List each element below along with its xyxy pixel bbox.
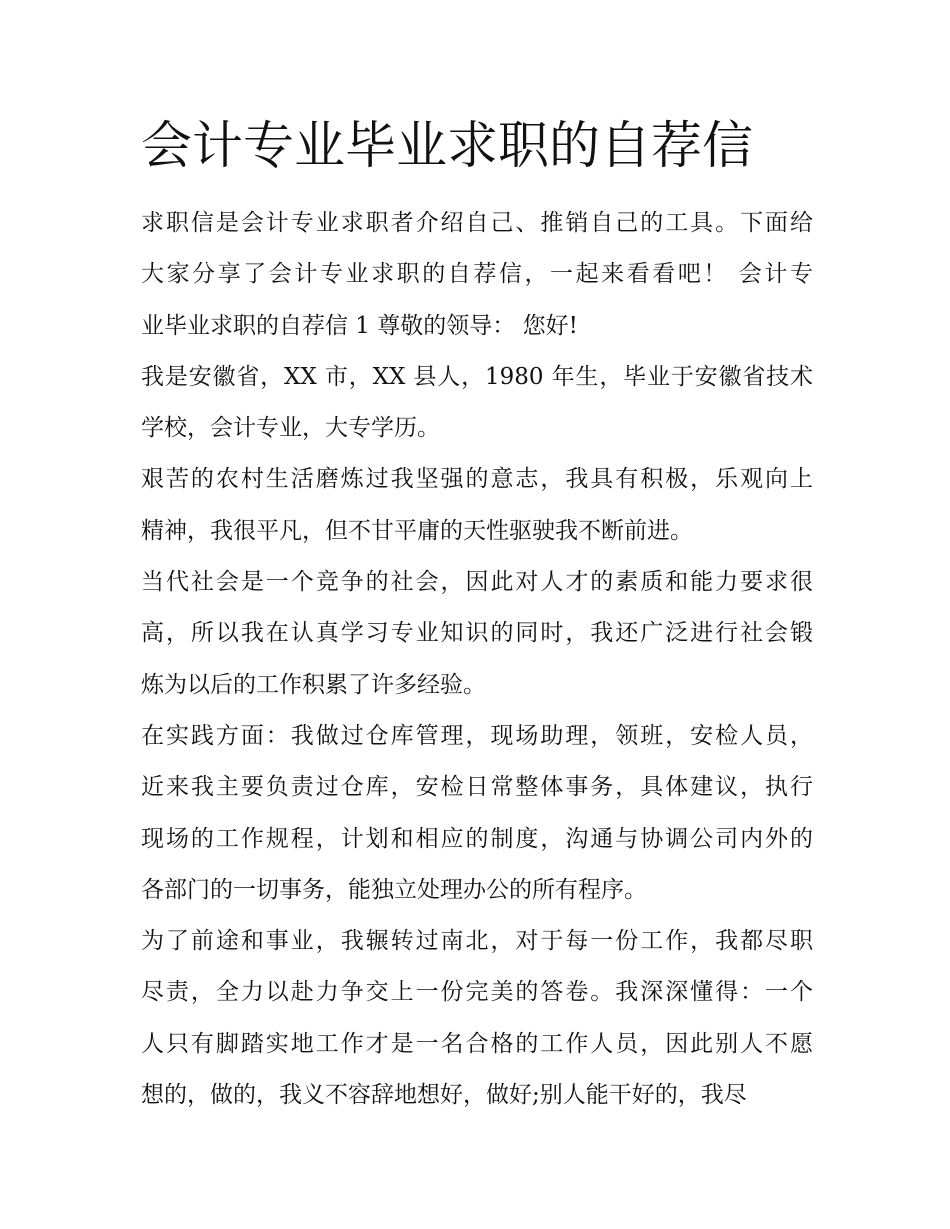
text-line: 炼为以后的工作积累了许多经验。 [141, 671, 486, 698]
text-line: 大家分享了会计专业求职的自荐信，一起来看看吧！ 会计专 [141, 261, 813, 288]
text-line: 人只有脚踏实地工作才是一名合格的工作人员，因此别人不愿 [141, 1030, 813, 1057]
text-line: 我是安徽省，XX 市，XX 县人，1980 年生，毕业于安徽省技术 [141, 363, 813, 390]
text-line: 学校，会计专业，大专学历。 [141, 415, 440, 442]
text-line: 近来我主要负责过仓库，安检日常整体事务，具体建议，执行 [141, 774, 813, 801]
text-line: 各部门的一切事务，能独立处理办公的所有程序。 [141, 876, 647, 903]
text-line: 精神，我很平凡，但不甘平庸的天性驱驶我不断前进。 [141, 517, 693, 544]
text-line: 当代社会是一个竞争的社会，因此对人才的素质和能力要求很 [141, 569, 813, 596]
text-line: 求职信是会计专业求职者介绍自己、推销自己的工具。下面给 [141, 210, 813, 236]
text-line: 想的，做的，我义不容辞地想好，做好;别人能干好的，我尽 [141, 1082, 747, 1109]
text-line: 高，所以我在认真学习专业知识的同时，我还广泛进行社会锻 [141, 620, 813, 647]
text-line: 为了前途和事业，我辗转过南北，对于每一份工作，我都尽职 [141, 928, 813, 955]
text-line: 业毕业求职的自荐信 1 尊敬的领导： 您好! [141, 312, 578, 339]
document-title: 会计专业毕业求职的自荐信 [141, 117, 754, 176]
text-line: 在实践方面：我做过仓库管理，现场助理，领班，安检人员， [141, 722, 813, 749]
text-line: 现场的工作规程，计划和相应的制度，沟通与协调公司内外的 [141, 825, 813, 852]
text-line: 艰苦的农村生活磨炼过我坚强的意志，我具有积极，乐观向上 [141, 466, 813, 493]
document-body [141, 198, 813, 1121]
text-line: 尽责，全力以赴力争交上一份完美的答卷。我深深懂得：一个 [141, 979, 813, 1006]
